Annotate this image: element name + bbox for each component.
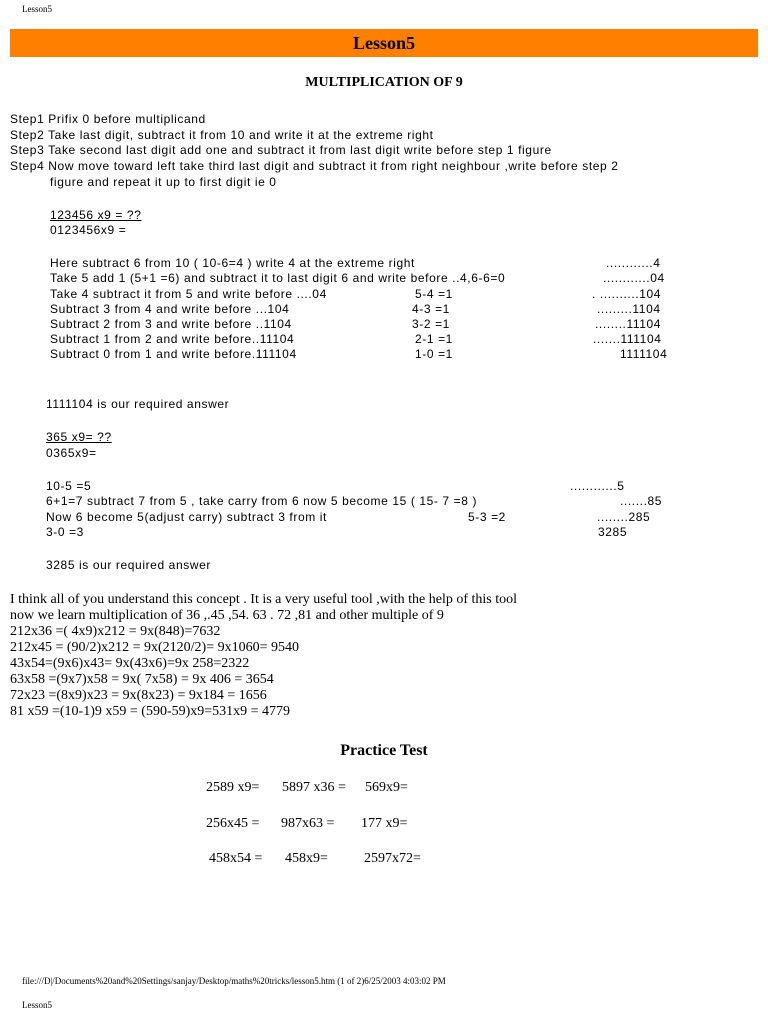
practice-item: 2589 x9=: [206, 780, 260, 795]
example2-row-text: 10-5 =5: [46, 479, 92, 493]
practice-item: 458x9=: [285, 851, 328, 866]
example2-problem: 365 x9= ??: [46, 430, 112, 444]
example1-row-result: ............4: [606, 256, 661, 270]
example2-row-result: ........285: [597, 510, 651, 524]
practice-item: 2597x72=: [364, 851, 421, 866]
step-4: Step4 Now move toward left take third last digit and subtract it from right neighbour ,write before step 2: [10, 159, 619, 173]
practice-item: 177 x9=: [361, 816, 408, 831]
lesson-banner: [10, 29, 758, 57]
step-1: Step1 Prifix 0 before multiplicand: [10, 112, 206, 126]
example1-row-result: .......111104: [593, 332, 662, 346]
concept-line: now we learn multiplication of 36 ,.45 ,54. 63 . 72 ,81 and other multiple of 9: [10, 608, 444, 623]
example1-row-calc: 1-0 =1: [415, 347, 453, 361]
example2-prefixed: 0365x9=: [46, 446, 97, 460]
example1-row-text: Take 4 subtract it from 5 and write before ....04: [50, 287, 327, 301]
example2-row-text: 6+1=7 subtract 7 from 5 , take carry from 6 now 5 become 15 ( 15- 7 =8 ): [46, 494, 478, 508]
concept-line: 212x45 = (90/2)x212 = 9x(2120/2)= 9x1060= 9540: [10, 640, 300, 655]
example1-answer: 1111104 is our required answer: [46, 397, 230, 411]
example1-row-calc: 2-1 =1: [415, 332, 453, 346]
practice-item: 987x63 =: [281, 816, 335, 831]
example2-answer: 3285 is our required answer: [46, 558, 211, 572]
step-3: Step3 Take second last digit add one and subtract it from last digit write before step 1 figure: [10, 143, 552, 157]
example1-row-result: . ..........104: [592, 287, 662, 301]
example2-row-text: 3-0 =3: [46, 525, 84, 539]
section-heading: MULTIPLICATION OF 9: [305, 75, 463, 90]
example1-row-result: ........11104: [595, 317, 662, 331]
example2-row-result: 3285: [598, 525, 628, 539]
example2-row-result: .......85: [620, 494, 663, 508]
example2-row-text: Now 6 become 5(adjust carry) subtract 3 from it: [46, 510, 327, 524]
concept-line: 81 x59 =(10-1)9 x59 = (590-59)x9=531x9 = 4779: [10, 704, 291, 719]
step-2: Step2 Take last digit, subtract it from 10 and write it at the extreme right: [10, 128, 434, 142]
example1-row-text: Subtract 2 from 3 and write before ..1104: [50, 317, 292, 331]
example1-row-text: Subtract 1 from 2 and write before..11104: [50, 332, 295, 346]
example1-row-calc: 5-4 =1: [415, 287, 453, 301]
next-page-title: Lesson5: [22, 1000, 52, 1010]
example1-row-calc: 3-2 =1: [412, 317, 450, 331]
example1-row-text: Here subtract 6 from 10 ( 10-6=4 ) write 4 at the extreme right: [50, 256, 415, 270]
example1-row-text: Subtract 0 from 1 and write before.111104: [50, 347, 297, 361]
concept-line: 72x23 =(8x9)x23 = 9x(8x23) = 9x184 = 1656: [10, 688, 267, 703]
concept-line: 63x58 =(9x7)x58 = 9x( 7x58) = 9x 406 = 3654: [10, 672, 274, 687]
example1-row-result: 1111104: [620, 347, 668, 361]
concept-line: I think all of you understand this concept . It is a very useful tool ,with the help of this tool: [10, 592, 518, 607]
example1-problem: 123456 x9 = ??: [50, 208, 142, 222]
practice-item: 256x45 =: [206, 816, 260, 831]
example1-prefixed: 0123456x9 =: [50, 223, 127, 237]
banner-title: Lesson5: [352, 33, 415, 53]
page-header-title: Lesson5: [22, 4, 52, 14]
example2-row-calc: 5-3 =2: [468, 510, 506, 524]
step-4-continued: figure and repeat it up to first digit ie 0: [50, 175, 277, 189]
example1-row-text: Take 5 add 1 (5+1 =6) and subtract it to last digit 6 and write before ..4,6-6=0: [50, 271, 506, 285]
concept-line: 212x36 =( 4x9)x212 = 9x(848)=7632: [10, 624, 221, 639]
example1-row-text: Subtract 3 from 4 and write before ...104: [50, 302, 290, 316]
practice-item: 5897 x36 =: [282, 780, 346, 795]
example1-row-calc: 4-3 =1: [412, 302, 450, 316]
practice-title: Practice Test: [340, 742, 428, 759]
footer-file-path: file:///D|/Documents%20and%20Settings/sanjay/Desktop/maths%20tricks/lesson5.htm (1 of 2)6/25/2003 4:03:02 PM: [22, 976, 446, 986]
example2-row-result: ............5: [570, 479, 625, 493]
concept-line: 43x54=(9x6)x43= 9x(43x6)=9x 258=2322: [10, 656, 250, 671]
example1-row-result: .........1104: [597, 302, 661, 316]
practice-item: 569x9=: [365, 780, 408, 795]
practice-item: 458x54 =: [209, 851, 263, 866]
example1-row-result: ............04: [603, 271, 665, 285]
